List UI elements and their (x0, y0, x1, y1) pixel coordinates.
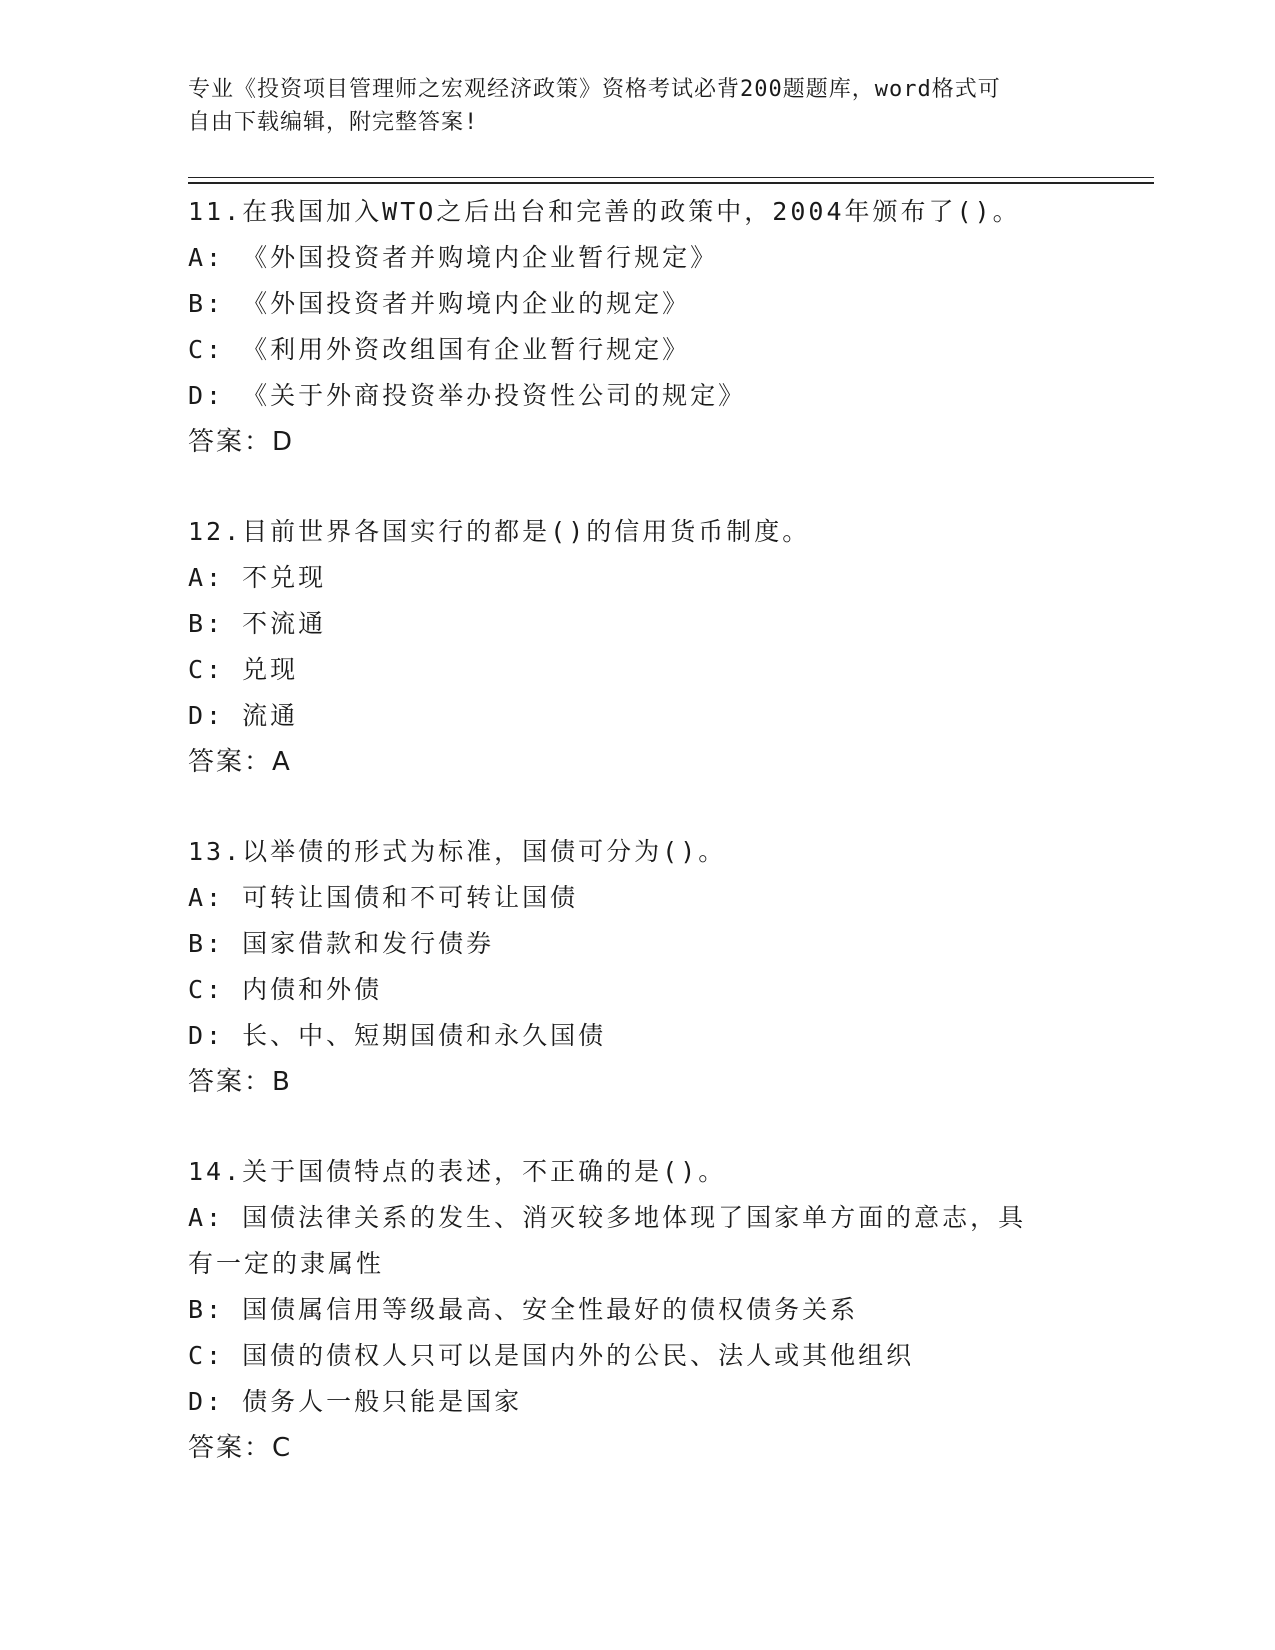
header-divider-thick (188, 182, 1154, 184)
question-11 (188, 189, 1088, 465)
document-header (188, 73, 1068, 139)
header-line-2: 自由下载编辑，附完整答案! (188, 110, 479, 135)
option-a: A: 不兑现 (188, 563, 327, 592)
option-d: D: 债务人一般只能是国家 (188, 1387, 523, 1416)
question-14 (188, 1149, 1088, 1471)
option-d: D: 《关于外商投资举办投资性公司的规定》 (188, 381, 747, 410)
option-b: B: 国债属信用等级最高、安全性最好的债权债务关系 (188, 1295, 859, 1324)
option-c: C: 内债和外债 (188, 975, 383, 1004)
question-stem: 13.以举债的形式为标准，国债可分为()。 (188, 837, 727, 866)
answer: 答案：C (188, 1433, 293, 1463)
question-stem: 14.关于国债特点的表述，不正确的是()。 (188, 1157, 727, 1186)
option-a: A: 可转让国债和不可转让国债 (188, 883, 579, 912)
option-a: A: 国债法律关系的发生、消灭较多地体现了国家单方面的意志，具有一定的隶属性 (188, 1203, 1027, 1278)
option-d: D: 长、中、短期国债和永久国债 (188, 1021, 607, 1050)
option-a: A: 《外国投资者并购境内企业暂行规定》 (188, 243, 719, 272)
question-12 (188, 509, 1088, 785)
header-line-1: 专业《投资项目管理师之宏观经济政策》资格考试必背200题题库，word格式可 (188, 77, 1001, 102)
question-13 (188, 829, 1088, 1105)
option-b: B: 国家借款和发行债券 (188, 929, 495, 958)
option-b: B: 不流通 (188, 609, 327, 638)
answer: 答案：A (188, 747, 292, 777)
option-c: C: 国债的债权人只可以是国内外的公民、法人或其他组织 (188, 1341, 915, 1370)
question-stem: 12.目前世界各国实行的都是()的信用货币制度。 (188, 517, 811, 546)
question-stem: 11.在我国加入WTO之后出台和完善的政策中，2004年颁布了()。 (188, 197, 1021, 226)
option-b: B: 《外国投资者并购境内企业的规定》 (188, 289, 691, 318)
header-divider-thin (188, 177, 1154, 178)
option-c: C: 《利用外资改组国有企业暂行规定》 (188, 335, 691, 364)
answer: 答案：D (188, 427, 295, 457)
option-d: D: 流通 (188, 701, 299, 730)
answer: 答案：B (188, 1067, 292, 1097)
option-c: C: 兑现 (188, 655, 299, 684)
